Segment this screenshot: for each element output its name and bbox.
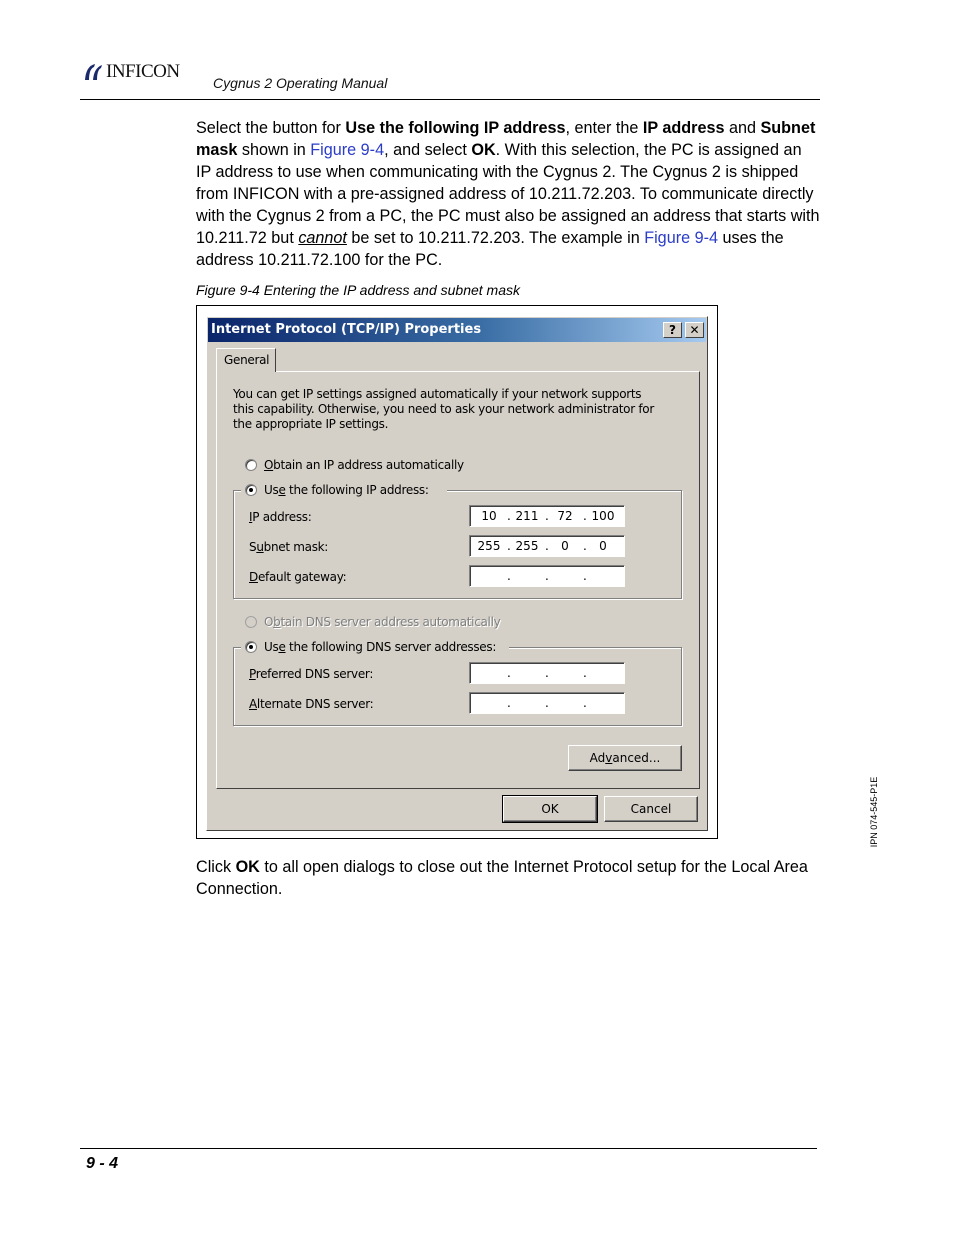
emphasis-text: cannot	[298, 229, 347, 247]
page-number: 9 - 4	[86, 1155, 119, 1172]
figure-caption: Figure 9-4 Entering the IP address and subnet mask	[196, 282, 520, 298]
obtain-dns-radio	[245, 616, 257, 628]
alternate-dns-label: Alternate DNS server:	[249, 697, 374, 711]
inficon-logo-icon	[82, 60, 106, 84]
default-gateway-input[interactable]: . . .	[469, 565, 625, 587]
figure-link[interactable]: Figure 9-4	[644, 229, 718, 247]
dialog-title: Internet Protocol (TCP/IP) Properties	[211, 322, 482, 337]
ip-address-input[interactable]: 10 . 211 . 72 . 100	[469, 505, 625, 527]
bold-text: Use the following IP address	[345, 119, 566, 137]
closing-paragraph	[196, 856, 821, 900]
bold-text: Subnet mask	[196, 119, 816, 159]
obtain-dns-label: Obtain DNS server address automatically	[264, 615, 501, 629]
tab-label: General	[224, 353, 270, 367]
text: be set to 10.211.72.203. The example in	[346, 229, 645, 247]
dns-group	[233, 647, 682, 726]
preferred-dns-label: Preferred DNS server:	[249, 667, 374, 681]
help-icon[interactable]: ?	[663, 322, 682, 338]
text: uses the address 10.211.72.100 for the PC.	[196, 229, 784, 269]
tab-general[interactable]	[216, 348, 276, 372]
ok-button[interactable]: OK	[503, 796, 597, 822]
alternate-dns-input[interactable]: . . .	[469, 692, 625, 714]
text: Click	[196, 858, 236, 876]
subnet-mask-label: Subnet mask:	[249, 540, 329, 554]
text: shown in	[237, 141, 311, 159]
bold-text: IP address	[642, 119, 725, 137]
text: , enter the	[565, 119, 643, 137]
use-ip-label[interactable]: Use the following IP address:	[264, 483, 429, 497]
text: and	[724, 119, 761, 137]
use-dns-label[interactable]: Use the following DNS server addresses:	[264, 640, 497, 654]
default-gateway-label: Default gateway:	[249, 570, 347, 584]
ip-address-label: IP address:	[249, 510, 312, 524]
preferred-dns-input[interactable]: . . .	[469, 662, 625, 684]
subnet-mask-input[interactable]: 255 . 255 . 0 . 0	[469, 535, 625, 557]
obtain-ip-radio[interactable]	[245, 459, 257, 471]
intro-text: You can get IP settings assigned automatically if your network supports this capability. Otherwise, you need to ask your network administrator for the appropriate IP settings.	[233, 387, 654, 431]
close-icon[interactable]: ✕	[685, 322, 704, 338]
footer-rule	[80, 1148, 817, 1149]
header-rule	[80, 99, 820, 100]
tcpip-properties-dialog	[206, 316, 708, 831]
text: to all open dialogs to close out the Internet Protocol setup for the Local Area Connection.	[196, 858, 808, 898]
use-dns-radio[interactable]	[245, 641, 257, 653]
cancel-button[interactable]: Cancel	[604, 796, 698, 822]
use-ip-radio[interactable]	[245, 484, 257, 496]
inficon-logo	[82, 60, 180, 84]
bold-text: OK	[235, 858, 260, 876]
figure-link[interactable]: Figure 9-4	[310, 141, 385, 159]
text: Select the button for	[196, 119, 346, 137]
ipn-side-label: IPN 074-545-P1E	[869, 776, 879, 848]
title-bar[interactable]	[208, 318, 706, 342]
text: . With this selection, the PC is assigned an IP address to use when communicating with the Cygnus 2. The Cygnus 2 is shipped from INFICON with a pre-assigned address of 10.211.72.203. To communicate directly with the Cygnus 2 from a PC, the PC must also be assigned an address that starts with 10.211.72 but	[196, 141, 820, 247]
text: , and select	[384, 141, 472, 159]
advanced-button[interactable]: Advanced...	[568, 745, 682, 771]
intro-paragraph	[196, 117, 821, 271]
manual-title: Cygnus 2 Operating Manual	[213, 75, 388, 91]
obtain-ip-label[interactable]: Obtain an IP address automatically	[264, 458, 464, 472]
brand-name: INFICON	[106, 61, 180, 82]
bold-text: OK	[471, 141, 496, 159]
